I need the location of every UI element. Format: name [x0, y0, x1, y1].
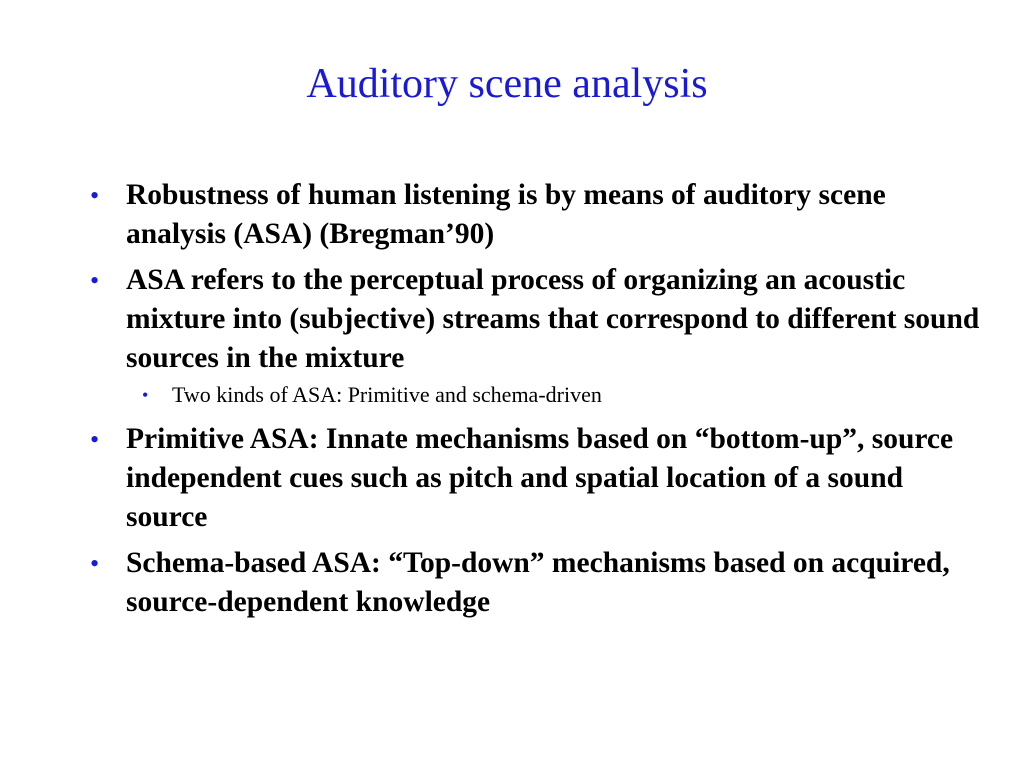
sub-bullet-text: Two kinds of ASA: Primitive and schema-driven	[172, 382, 602, 407]
bullet-text: Robustness of human listening is by means of auditory scene analysis (ASA) (Bregman’90)	[126, 179, 886, 250]
bullet-text: Primitive ASA: Innate mechanisms based on “bottom-up”, source independent cues such as pitch and spatial location of a sound source	[126, 423, 954, 533]
sub-bullet-item	[86, 380, 986, 410]
bullet-item	[86, 420, 986, 537]
bullet-text: Schema-based ASA: “Top-down” mechanisms based on acquired, source-dependent knowledge	[126, 547, 950, 618]
bullet-icon: •	[90, 181, 100, 210]
bullet-icon: •	[90, 549, 100, 578]
bullet-item	[86, 261, 986, 410]
bullet-icon: •	[90, 425, 100, 454]
bullet-text: ASA refers to the perceptual process of organizing an acoustic mixture into (subjective) streams that correspond to different sound sources in the mixture	[126, 264, 980, 374]
bullet-item	[86, 176, 986, 254]
bullet-item	[86, 544, 986, 622]
bullet-icon: •	[90, 266, 100, 295]
sub-bullet-icon: •	[142, 385, 149, 405]
bullet-list	[86, 176, 986, 629]
slide-title: Auditory scene analysis	[306, 61, 708, 107]
